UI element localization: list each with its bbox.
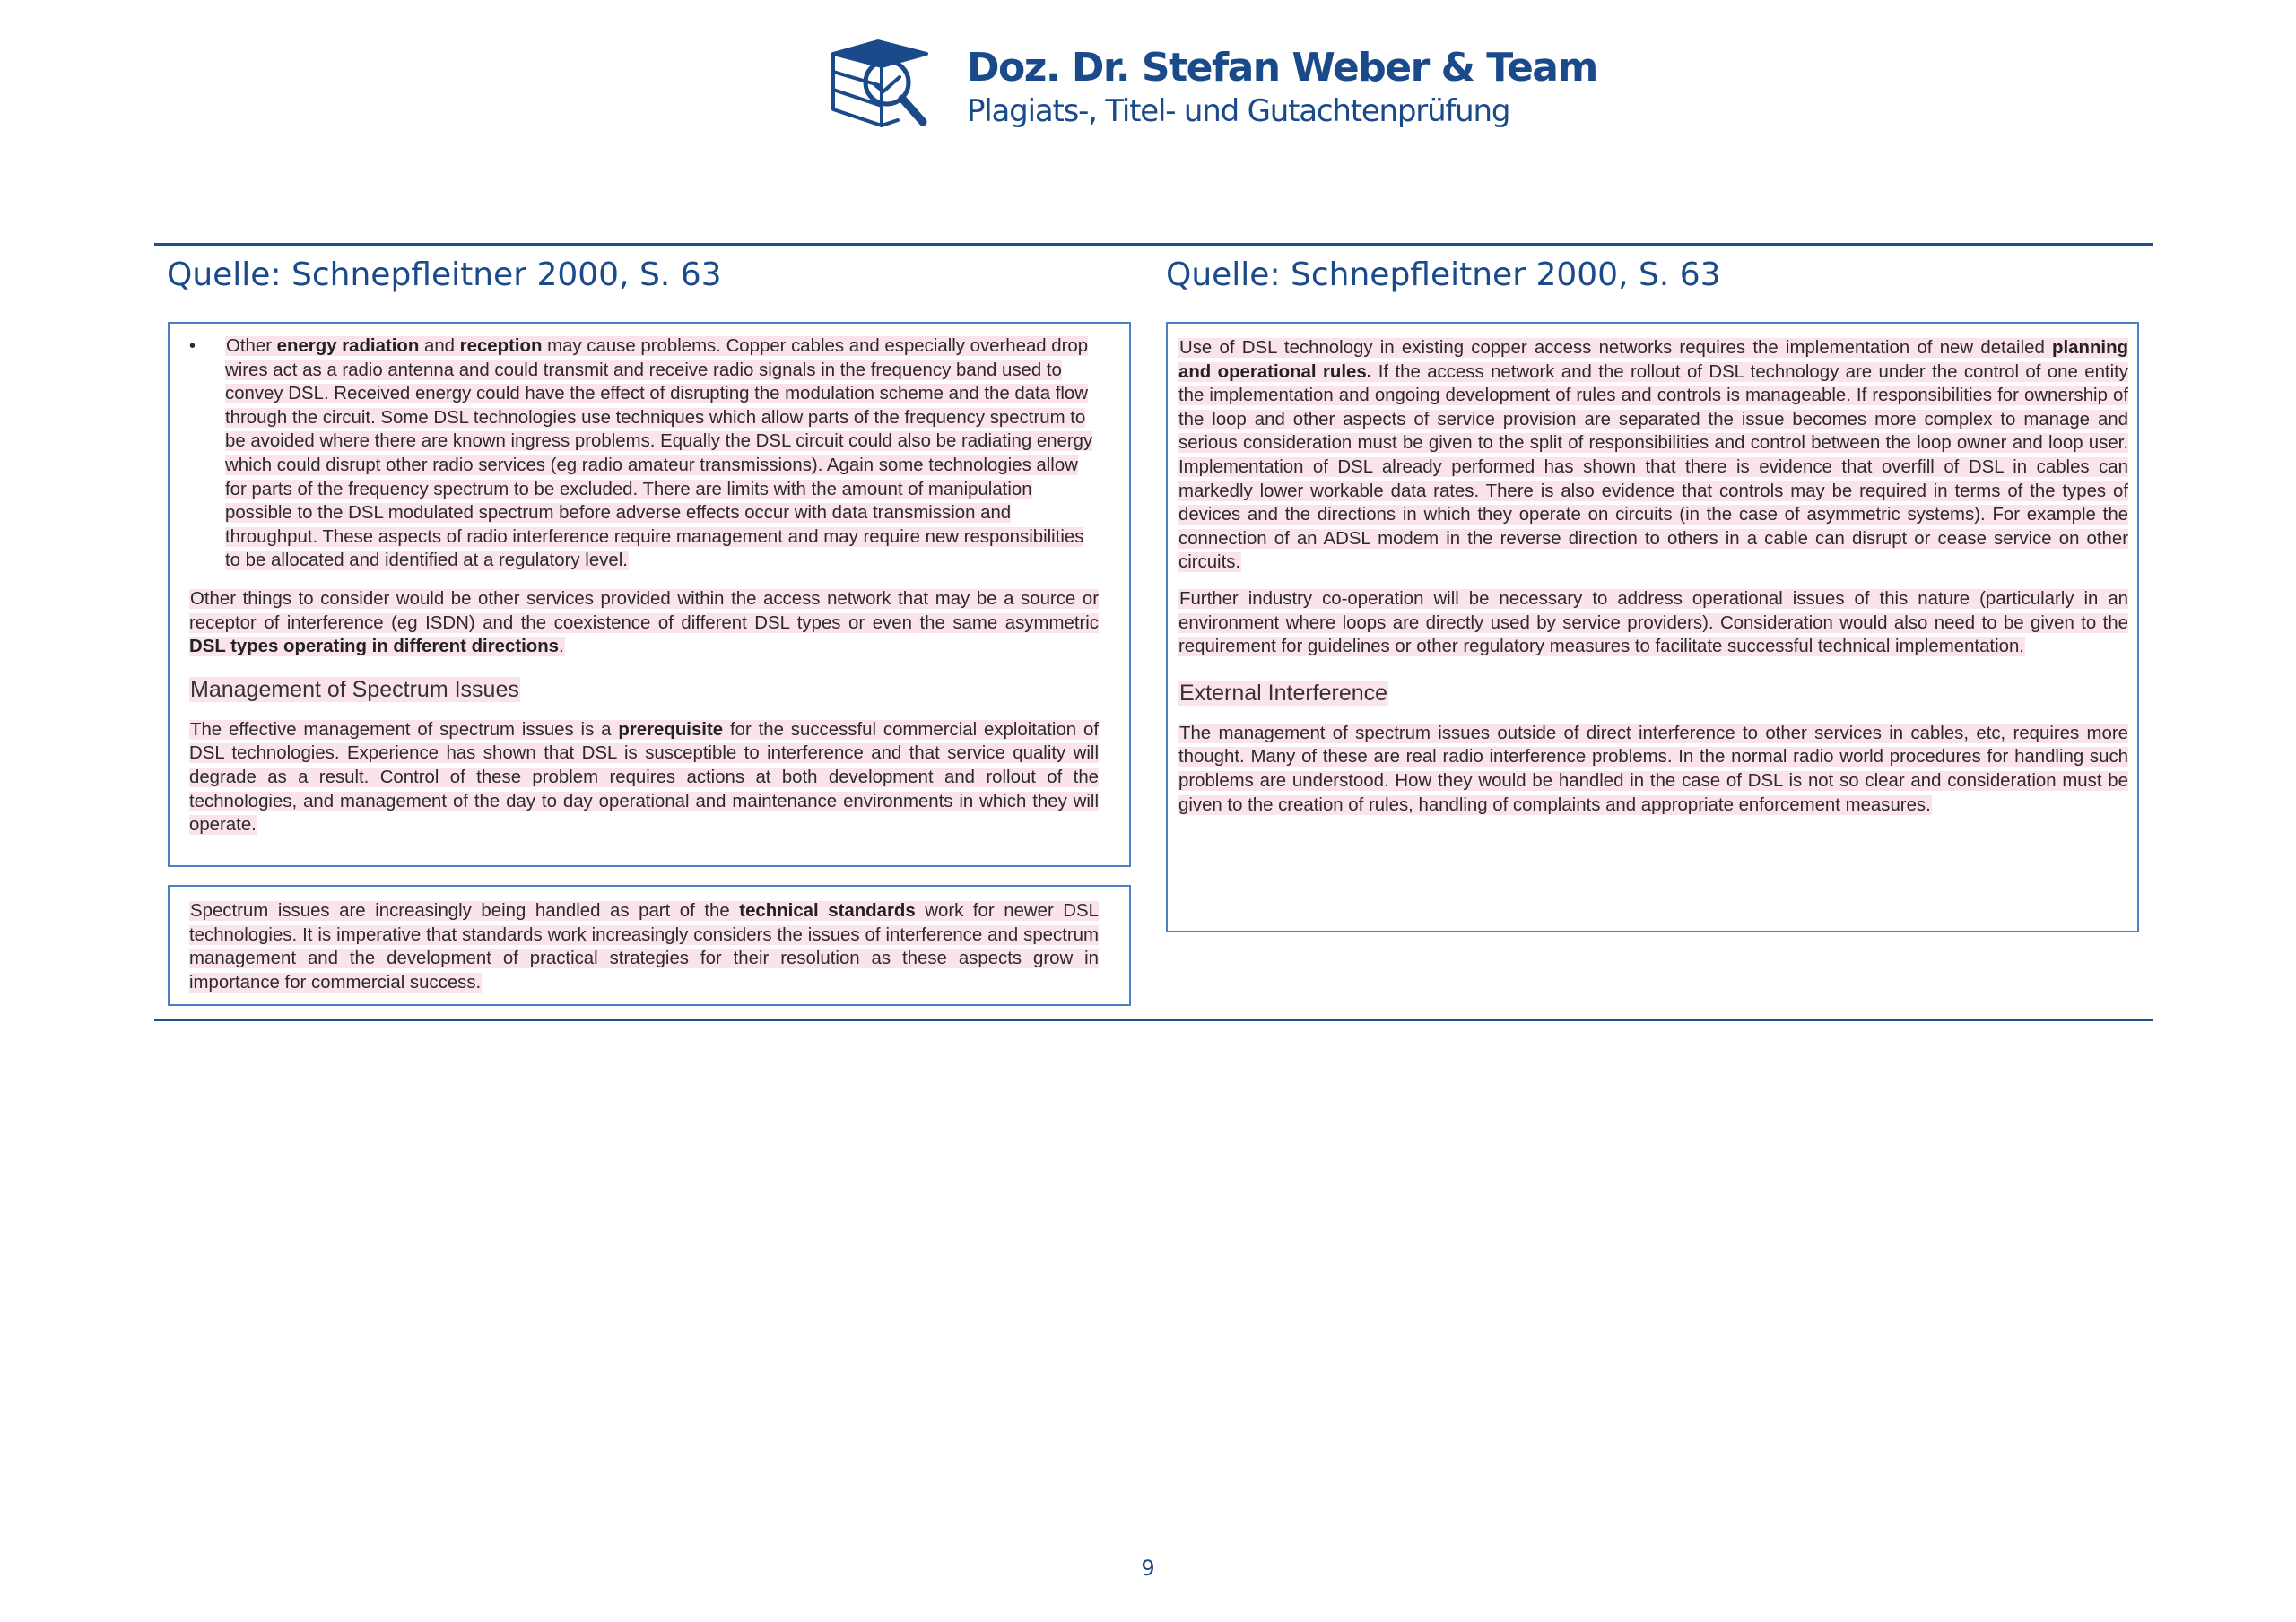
top-divider xyxy=(154,243,2152,246)
left-section-heading: Management of Spectrum Issues xyxy=(190,676,519,702)
brand-subtitle: Plagiats-, Titel- und Gutachtenprüfung xyxy=(967,93,1510,129)
bottom-divider xyxy=(154,1019,2152,1021)
right-paragraph-1: Use of DSL technology in existing copper access networks requires the implementation of new detailed planning and operational rules. If the access network and the rollout of DSL technology are under the control of one entity the implementation and ongoing development of rules and controls is manageable. If responsibilities for ownership of the loop and other aspects of service provision are separated the issue becomes more complex to manage and serious consideration must be given to the split of responsibilities and control between the loop owner and loop user. Implementation of DSL already performed has shown that there is evidence that overfill of DSL in cables can markedly lower workable data rates. There is also evidence that controls may be required in terms of the types of devices and the directions in which they operate on circuits (in the case of asymmetric systems). For example the connection of an ADSL modem in the reverse direction to others in a cable can disrupt or cease service on other circuits. xyxy=(1178,338,2128,573)
left-source-box-2 xyxy=(168,885,1131,1006)
right-paragraph-3: The management of spectrum issues outside of direct interference to other services in cables, etc, requires more thought. Many of these are real radio interference problems. In the normal radio world procedures for handling such problems are understood. How they would be handled in the case of DSL is not so clear and consideration must be given to the creation of rules, handling of complaints and appropriate enforcement measures. xyxy=(1178,723,2128,815)
right-source-title: Quelle: Schnepfleitner 2000, S. 63 xyxy=(1166,256,1721,293)
page-header xyxy=(0,36,2296,143)
page-number: 9 xyxy=(1141,1556,1155,1581)
bullet-dot: • xyxy=(189,336,196,356)
right-source-box xyxy=(1166,322,2139,932)
right-paragraph-2: Further industry co-operation will be necessary to address operational issues of this nature (particularly in an environment where loops are directly used by service providers). Consideration would also need to be given to the requirement for guidelines or other regulatory measures to facilitate successful technical implementation. xyxy=(1178,588,2128,657)
book-magnifier-icon xyxy=(828,38,937,134)
left-source-title: Quelle: Schnepfleitner 2000, S. 63 xyxy=(167,256,722,293)
left-paragraph-3: The effective management of spectrum issues is a prerequisite for the successful commercial exploitation of DSL technologies. Experience has shown that DSL is susceptible to interference and that service quality will degrade as a result. Control of these problem requires actions at both development and rollout of the technologies, and management of the day to day operational and maintenance environments in which they will operate. xyxy=(189,719,1099,836)
left-paragraph-2: Other things to consider would be other services provided within the access network that may be a source or receptor of interference (eg ISDN) and the coexistence of different DSL types or even the same asymmetric DSL types operating in different directions. xyxy=(189,588,1099,657)
right-section-heading: External Interference xyxy=(1179,680,1388,706)
brand-title: Doz. Dr. Stefan Weber & Team xyxy=(967,45,1597,91)
left-source-box xyxy=(168,322,1131,867)
bullet-paragraph: • Other energy radiation and reception may cause problems. Copper cables and especially overhead drop wires act as a radio antenna and could transmit and receive radio signals in the frequency band used to convey DSL. Received energy could have the effect of disrupting the modulation scheme and the data flow through the circuit. Some DSL technologies use techniques which allow parts of the frequency spectrum to be avoided where there are known ingress problems. Equally the DSL circuit could also be radiating energy which could disrupt other radio services (eg radio amateur transmissions). Again some technologies allow for parts of the frequency spectrum to be excluded. There are limits with the amount of manipulation possible to the DSL modulated spectrum before adverse effects occur with data transmission and throughput. These aspects of radio interference require management and may require new responsibilities to be allocated and identified at a regulatory level. xyxy=(189,336,1093,571)
left-box2-paragraph: Spectrum issues are increasingly being handled as part of the technical standards work for newer DSL technologies. It is imperative that standards work increasingly considers the issues of interference and spectrum management and the development of practical strategies for their resolution as these aspects grow in importance for commercial success. xyxy=(189,901,1099,993)
